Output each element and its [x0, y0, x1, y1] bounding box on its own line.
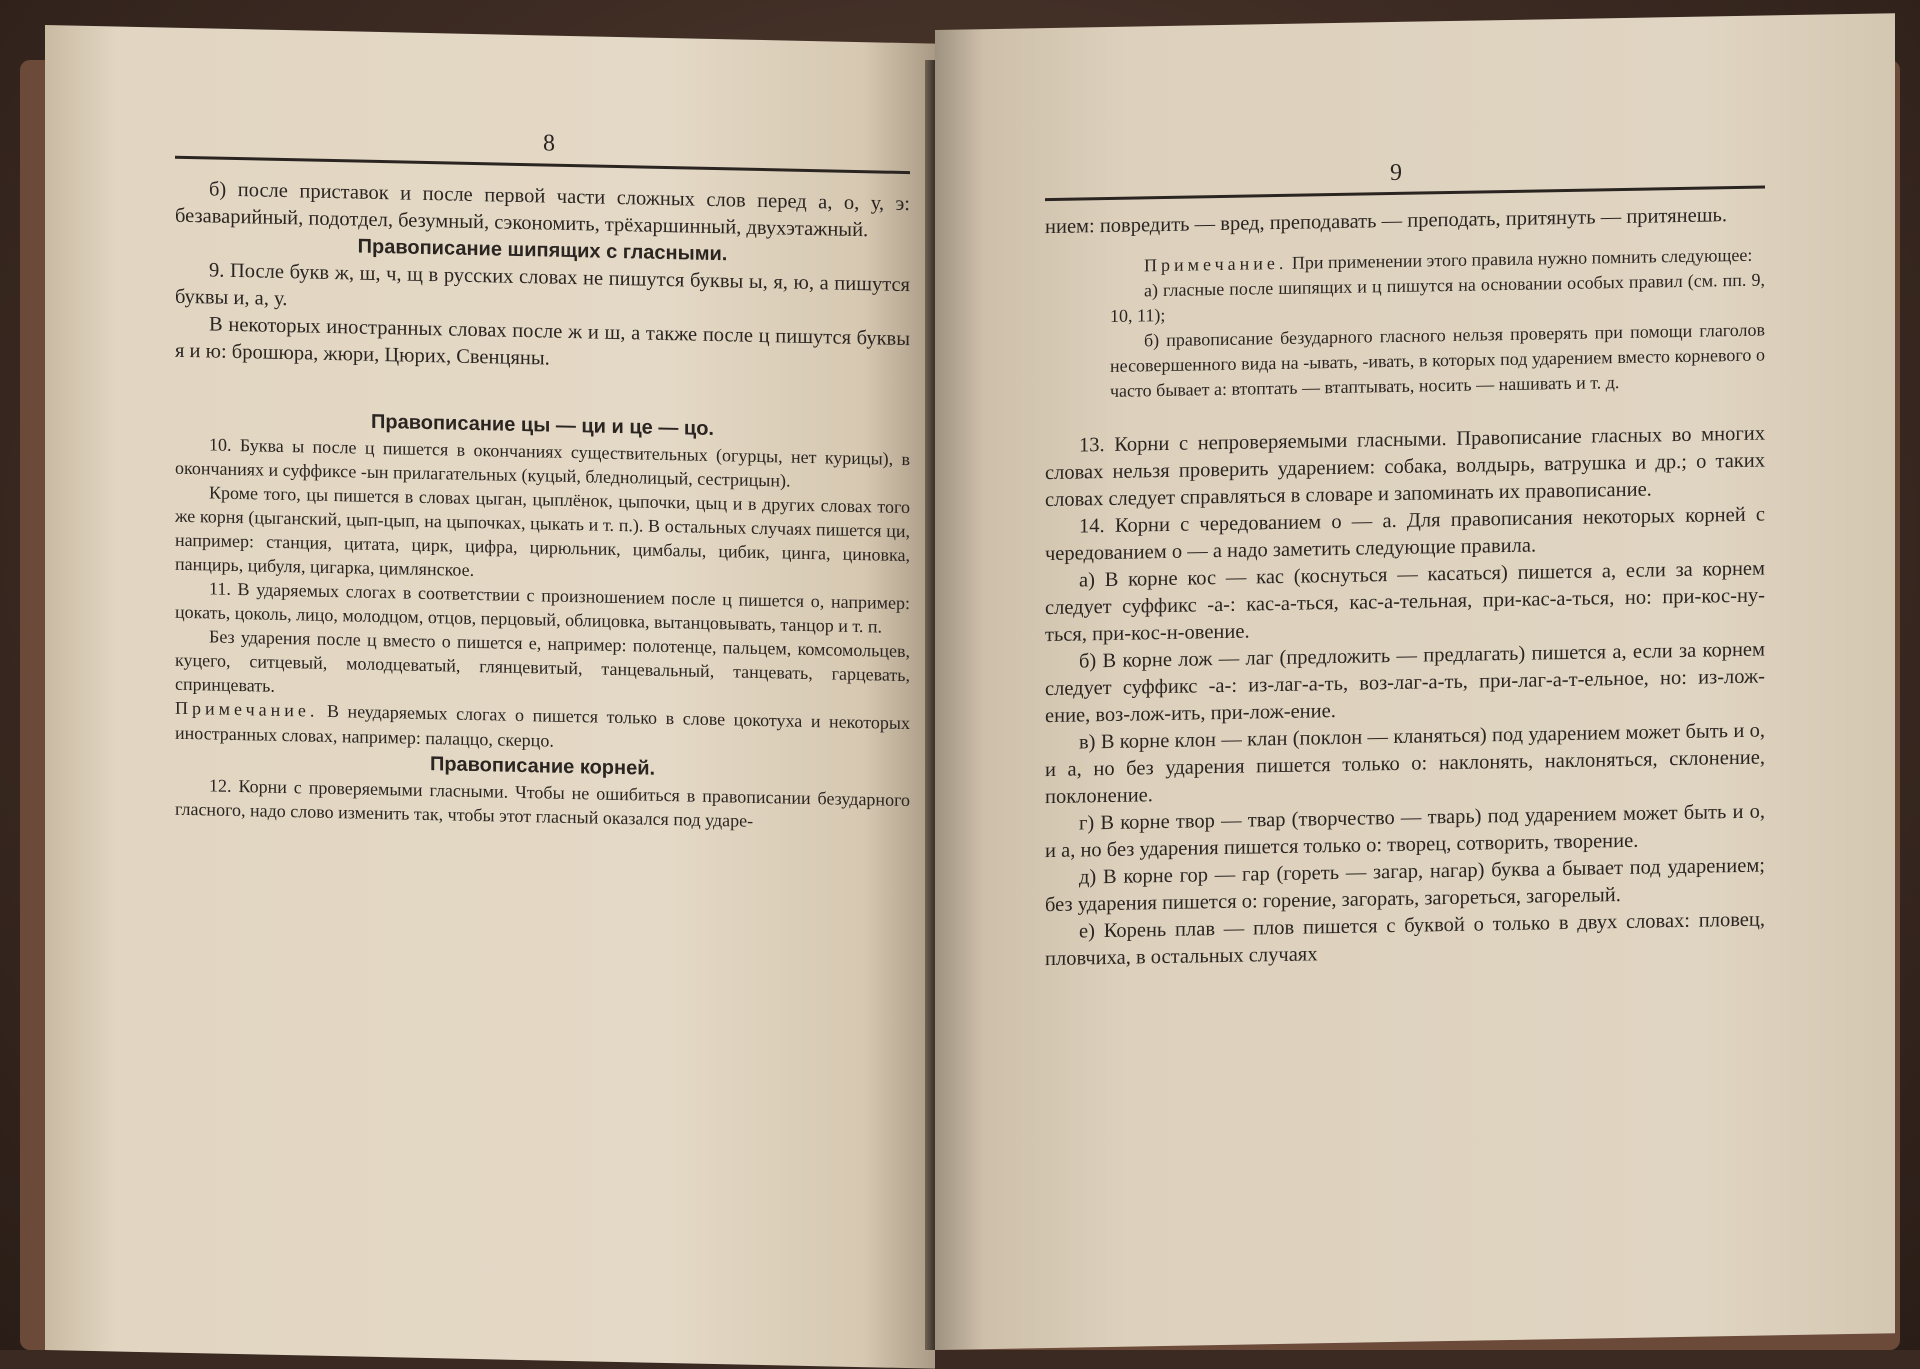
right-page-text — [1045, 202, 1765, 974]
note-label: Примечание. — [175, 697, 319, 721]
note-paragraph: а) гласные после шипящих и ц пишутся на основании особых правил (см. пп. 9, 10, 11); — [1110, 269, 1765, 326]
left-page-text — [175, 176, 910, 836]
paragraph: а) В корне кос — кас (коснуться — касаться) пишется а, если за корнем следует суффикс -а-: кас-а-ться, кас-а-тельная, при-кас-а-ться, но: при-кос-ну-ться, при-кос-н-овение. — [1045, 557, 1765, 647]
paragraph: 9. После букв ж, ш, ч, щ в русских словах не пишутся буквы ы, я, ю, а пишутся буквы и, а, у. — [175, 259, 910, 311]
header-rule — [175, 156, 910, 174]
section-heading: Правописание корней. — [429, 753, 656, 780]
paragraph: 12. Корни с проверяемыми гласными. Чтобы не ошибиться в правописании безударного гласного, надо слово изменить так, чтобы этот гласный оказался под ударе- — [175, 775, 910, 831]
header-rule — [1045, 186, 1765, 202]
paragraph: 10. Буква ы после ц пишется в окончаниях существительных (огурцы, нет курицы), в окончаниях и суффиксе -ын прилагательных (куцый, бледнолицый, сестрицын). — [175, 434, 910, 491]
note-text: В неударяемых слогах о пишется только в слове цокотуха и некоторых иностранных словах, например: палаццо, скерцо. — [175, 700, 910, 751]
section-heading: Правописание шипящих с гласными. — [357, 235, 728, 266]
right-page — [935, 13, 1895, 1350]
note — [1110, 243, 1765, 404]
note-label: Примечание. — [1144, 252, 1288, 276]
section-heading: Правописание цы — ци и це — цо. — [371, 410, 714, 441]
paragraph: д) В корне гор — гар (гореть — загар, нагар) буква а бывает под ударением; без ударения пишется о: горение, загорать, загореться, загорелый. — [1045, 854, 1765, 917]
note-paragraph: б) правописание безударного гласного нельзя проверять при помощи глаголов несовершенного вида на -ывать, -ивать, в которых под ударением вместо корневого о часто бывает а: втоптать — втаптывать, носить — нашивать и т. д. — [1110, 319, 1765, 401]
note-text: При применении этого правила нужно помнить следующее: — [1291, 244, 1753, 273]
paragraph: б) В корне лож — лаг (предложить — предлагать) пишется а, если за корнем следует суффикс -а-: из-лаг-а-ть, воз-лаг-а-ть, при-лаг-а-т-ельное, но: из-лож-ение, воз-лож-ить, при-лож-ение. — [1045, 638, 1765, 728]
paragraph: 13. Корни с непроверяемыми гласными. Правописание гласных во многих словах нельзя проверить ударением: собака, волдырь, ватрушка и др.; о таких словах следует справляться в словаре и запоминать их правописание. — [1045, 422, 1765, 512]
paragraph: Кроме того, цы пишется в словах цыган, цыплёнок, цыпочки, цыц и в других словах того же корня (цыганский, цып-цып, на цыпочках, цыкать и т. п.). В остальных случаях пишется ци, например: станция, цитата, цирк, цифра, цирюльник, цимбалы, цибик, цинга, циновка, панцирь, цибуля, цигарка, цимлянское. — [175, 482, 910, 580]
paragraph: 11. В ударяемых слогах в соответствии с произношением после ц пишется о, например: цокать, цоколь, лицо, молодцом, отцов, перцовый, облицовка, вытанцовывать, танцор и т. п. — [175, 578, 910, 637]
paragraph: нием: повредить — вред, преподавать — преподать, притянуть — притянешь. — [1045, 204, 1727, 239]
page-number: 8 — [543, 130, 555, 157]
page-number: 9 — [1390, 159, 1402, 187]
paragraph: б) после приставок и после первой части сложных слов перед а, о, у, э: безаварийный, подотдел, безумный, сэкономить, трёхаршинный, двухэтажный. — [175, 178, 910, 242]
paragraph: В некоторых иностранных словах после ж и ш, а также после ц пишутся буквы я и ю: брошюра, жюри, Цюрих, Свенцяны. — [175, 313, 910, 370]
paragraph: Без ударения после ц вместо о пишется е, например: полотенце, пальцем, комсомольцев, куцего, ситцевый, молодцеватый, глянцевитый, танцевальный, танцевать, гарцевать, спринцевать. — [175, 626, 910, 696]
paragraph: е) Корень плав — плов пишется с буквой о только в двух словах: пловец, пловчиха, в остальных случаях — [1045, 908, 1765, 971]
left-page — [45, 25, 935, 1369]
paragraph: 14. Корни с чередованием о — а. Для правописания некоторых корней с чередованием о — а надо заметить следующие правила. — [1045, 503, 1765, 566]
paragraph: г) В корне твор — твар (творчество — тварь) под ударением может быть и о, и а, но без ударения пишется только о: творец, сотворить, творение. — [1045, 800, 1765, 863]
paragraph: в) В корне клон — клан (поклон — кланяться) под ударением может быть и о, и а, но без ударения пишется только о: наклонять, наклоняться, склонение, поклонение. — [1045, 719, 1765, 809]
